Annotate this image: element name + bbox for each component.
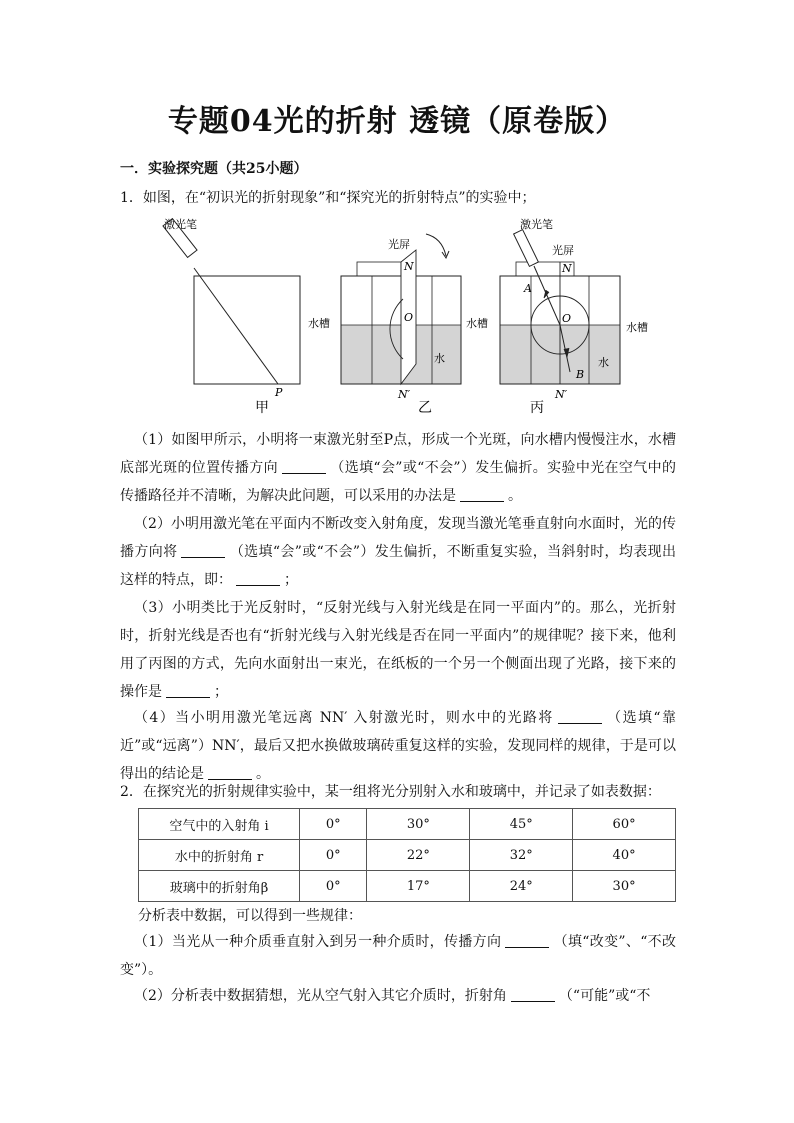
water-label-c: 水	[598, 356, 609, 369]
table-cell: 30°	[367, 809, 470, 840]
point-p: P	[275, 386, 283, 399]
tank-label-c: 水槽	[626, 321, 648, 334]
table-row	[139, 809, 676, 840]
screen-label-b: 光屏	[388, 238, 410, 251]
q2-stem: 2．在探究光的折射规律实验中，某一组将光分别射入水和玻璃中，并记录了如表数据：	[120, 784, 661, 800]
laser-label-a: 激光笔	[164, 218, 197, 231]
screen-label-c: 光屏	[552, 244, 574, 257]
point-n-c: N	[562, 262, 572, 275]
table-cell: 0°	[300, 871, 367, 902]
table-cell: 30°	[573, 871, 676, 902]
refraction-table	[138, 808, 676, 902]
table-row	[139, 840, 676, 871]
point-o-b: O	[404, 311, 414, 324]
laser-label-c: 激光笔	[520, 218, 553, 231]
tank-a-outline	[194, 276, 300, 384]
q1-stem: 1．如图，在“初识光的折射现象”和“探究光的折射特点”的实验中；	[120, 190, 536, 206]
laser-beam-a	[194, 268, 278, 384]
answer-blank[interactable]	[505, 933, 549, 948]
table-cell: 40°	[573, 840, 676, 871]
answer-blank[interactable]	[166, 683, 210, 698]
caption-a: 甲	[255, 400, 269, 416]
table-cell: 22°	[367, 840, 470, 871]
q2-part2: （2）分析表中数据猜想，光从空气射入其它介质时，折射角 （“可能”或“不	[134, 988, 651, 1004]
caption-b: 乙	[418, 400, 432, 416]
q2-analysis-intro: 分析表中数据，可以得到一些规律：	[138, 908, 362, 924]
q1-part4: （4）当小明用激光笔远离 NN′ 入射激光时，则水中的光路将 （选填“靠近”或“远离”）NN′，最后又把水换做玻璃砖重复这样的实验，发现同样的规律，于是可以得出的结论是 。	[120, 710, 676, 782]
table-cell: 24°	[470, 871, 573, 902]
table-cell: 32°	[470, 840, 573, 871]
q2-part1: （1）当光从一种介质垂直射入到另一种介质时，传播方向 （填“改变”、“不改变”）。	[120, 934, 676, 978]
q1-part2: （2）小明用激光笔在平面内不断改变入射角度，发现当激光笔垂直射向水面时，光的传播方向将 （选填“会”或“不会”）发生偏折，不断重复实验，当斜射时，均表现出这样的特点，即： ；	[120, 516, 676, 588]
laser-pen-c	[514, 230, 539, 267]
point-n2-c: N′	[555, 388, 568, 401]
table-row	[139, 871, 676, 902]
section-heading: 一．实验探究题（共25小题）	[120, 161, 308, 177]
point-o-c: O	[562, 312, 572, 325]
table-cell: 水中的折射角 r	[139, 840, 300, 871]
page-title: 专题04光的折射 透镜（原卷版）	[167, 104, 627, 139]
answer-blank[interactable]	[511, 987, 555, 1002]
answer-blank[interactable]	[181, 543, 225, 558]
water-label-b: 水	[434, 352, 445, 365]
answer-blank[interactable]	[460, 487, 504, 502]
answer-blank[interactable]	[282, 459, 326, 474]
point-n-b: N	[404, 260, 414, 273]
table-cell: 17°	[367, 871, 470, 902]
table-cell: 45°	[470, 809, 573, 840]
table-cell: 0°	[300, 840, 367, 871]
point-n2-b: N′	[398, 388, 411, 401]
q1-part1: （1）如图甲所示，小明将一束激光射至P点，形成一个光斑，向水槽内慢慢注水，水槽底部光斑的位置传播方向 （选填“会”或“不会”）发生偏折。实验中光在空气中的传播路径并不清晰，为解决此问题，可以采用的办法是 。	[120, 432, 676, 504]
answer-blank[interactable]	[208, 765, 252, 780]
table-cell: 玻璃中的折射角β	[139, 871, 300, 902]
table-cell: 0°	[300, 809, 367, 840]
tank-label-b: 水槽	[466, 317, 488, 330]
experiment-figure	[150, 214, 670, 420]
point-b: B	[576, 368, 585, 381]
q1-part3: （3）小明类比于光反射时，“反射光线与入射光线是在同一平面内”的。那么，光折射时，折射光线是否也有“折射光线与入射光线是否在同一平面内”的规律呢？接下来，他利用了丙图的方式，先向水面射出一束光，在纸板的一个另一个侧面出现了光路，接下来的操作是 ；	[120, 600, 676, 700]
incident-ray-c	[534, 266, 560, 325]
answer-blank[interactable]	[236, 571, 280, 586]
answer-blank[interactable]	[558, 709, 602, 724]
table-cell: 空气中的入射角 i	[139, 809, 300, 840]
table-cell: 60°	[573, 809, 676, 840]
figure-c	[466, 217, 648, 416]
point-a: A	[524, 282, 532, 295]
figure-a	[163, 217, 300, 416]
tank-label-a: 水槽	[308, 317, 330, 330]
figure-b	[308, 234, 461, 416]
caption-c: 丙	[530, 400, 544, 416]
